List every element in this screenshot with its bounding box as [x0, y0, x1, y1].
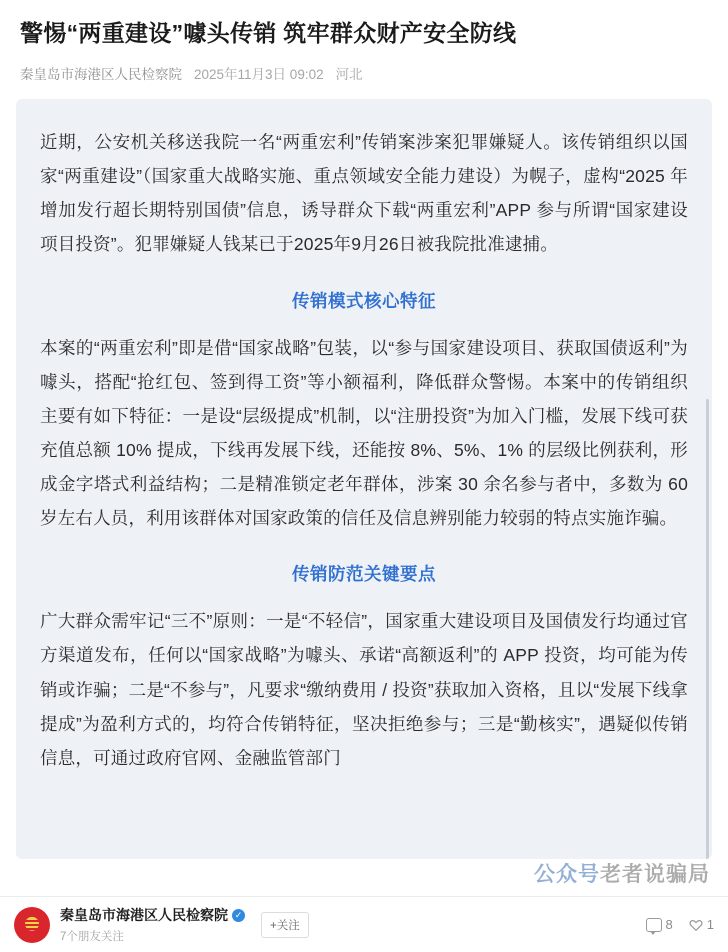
account-name: 秦皇岛市海港区人民检察院 [60, 907, 228, 923]
comment-stat[interactable] [646, 917, 673, 932]
article-paragraph: 广大群众需牢记“三不”原则：一是“不轻信”，国家重大建设项目及国债发行均通过官方渠道发布，任何以“国家战略”为噱头、承诺“高额返利”的 APP 投资，均可能为传销或诈骗；二是“不参与”，凡要求“缴纳费用 / 投资”获取加入资格，且以“发展下线拿提成”为盈利方式的，均符合传销特征，坚决拒绝参与；三是“勤核实”，遇疑似传销信息，可通过政府官网、金融监管部门 [40, 611, 688, 768]
section-heading: 传销模式核心特征 [292, 290, 436, 311]
page-title: 警惕“两重建设”噱头传销 筑牢群众财产安全防线 [20, 20, 517, 46]
like-count: 1 [706, 917, 714, 932]
meta-timestamp: 2025年11月3日 09:02 [194, 67, 324, 83]
account-info[interactable] [60, 905, 245, 944]
article-paragraph: 近期，公安机关移送我院一名“两重宏利”传销案涉案犯罪嫌疑人。该传销组织以国家“两重建设”（国家重大战略实施、重点领域安全能力建设）为幌子，虚构“2025 年增加发行超长期特别国债”信息，诱导群众下载“两重宏利”APP 参与所谓“国家建设项目投资”。犯罪嫌疑人钱某已于2025年9月26日被我院批准逮捕。 [40, 132, 688, 255]
meta-region: 河北 [335, 67, 363, 83]
article-meta [20, 63, 708, 83]
scrollbar[interactable] [706, 399, 709, 859]
heart-icon [689, 918, 703, 932]
engagement-stats [646, 917, 714, 932]
follow-button[interactable]: +关注 [261, 912, 309, 938]
article-footer [0, 896, 728, 952]
section-heading: 传销防范关键要点 [292, 564, 436, 585]
like-stat[interactable] [689, 917, 714, 932]
comment-icon [646, 918, 662, 932]
article-paragraph: 本案的“两重宏利”即是借“国家战略”包装，以“参与国家建设项目、获取国债返利”为噱头，搭配“抢红包、签到得工资”等小额福利，降低群众警惕。本案中的传销组织主要有如下特征：一是设“层级提成”机制，以“注册投资”为加入门槛，发展下线可获充值总额 10% 提成，下线再发展下线，还能按 8%、5%、1% 的层级比例获利，形成金字塔式利益结构；二是精准锁定老年群体，涉案 30 余名参与者中，多数为 60 岁左右人员，利用该群体对国家政策的信任及信息辨别能力较弱的特点实施诈骗。 [40, 337, 688, 529]
comment-count: 8 [665, 917, 673, 932]
friends-following-label: 7个朋友关注 [60, 931, 124, 943]
article-header [0, 0, 728, 83]
watermark-prefix: 公众号 [534, 863, 600, 886]
watermark-text: 老者说骗局 [600, 863, 710, 886]
watermark [534, 858, 710, 888]
verified-badge-icon: ✓ [232, 909, 245, 922]
avatar[interactable] [14, 907, 50, 943]
article-body-card [16, 99, 712, 859]
procuratorate-emblem-icon [20, 913, 44, 937]
meta-source: 秦皇岛市海港区人民检察院 [20, 67, 182, 83]
